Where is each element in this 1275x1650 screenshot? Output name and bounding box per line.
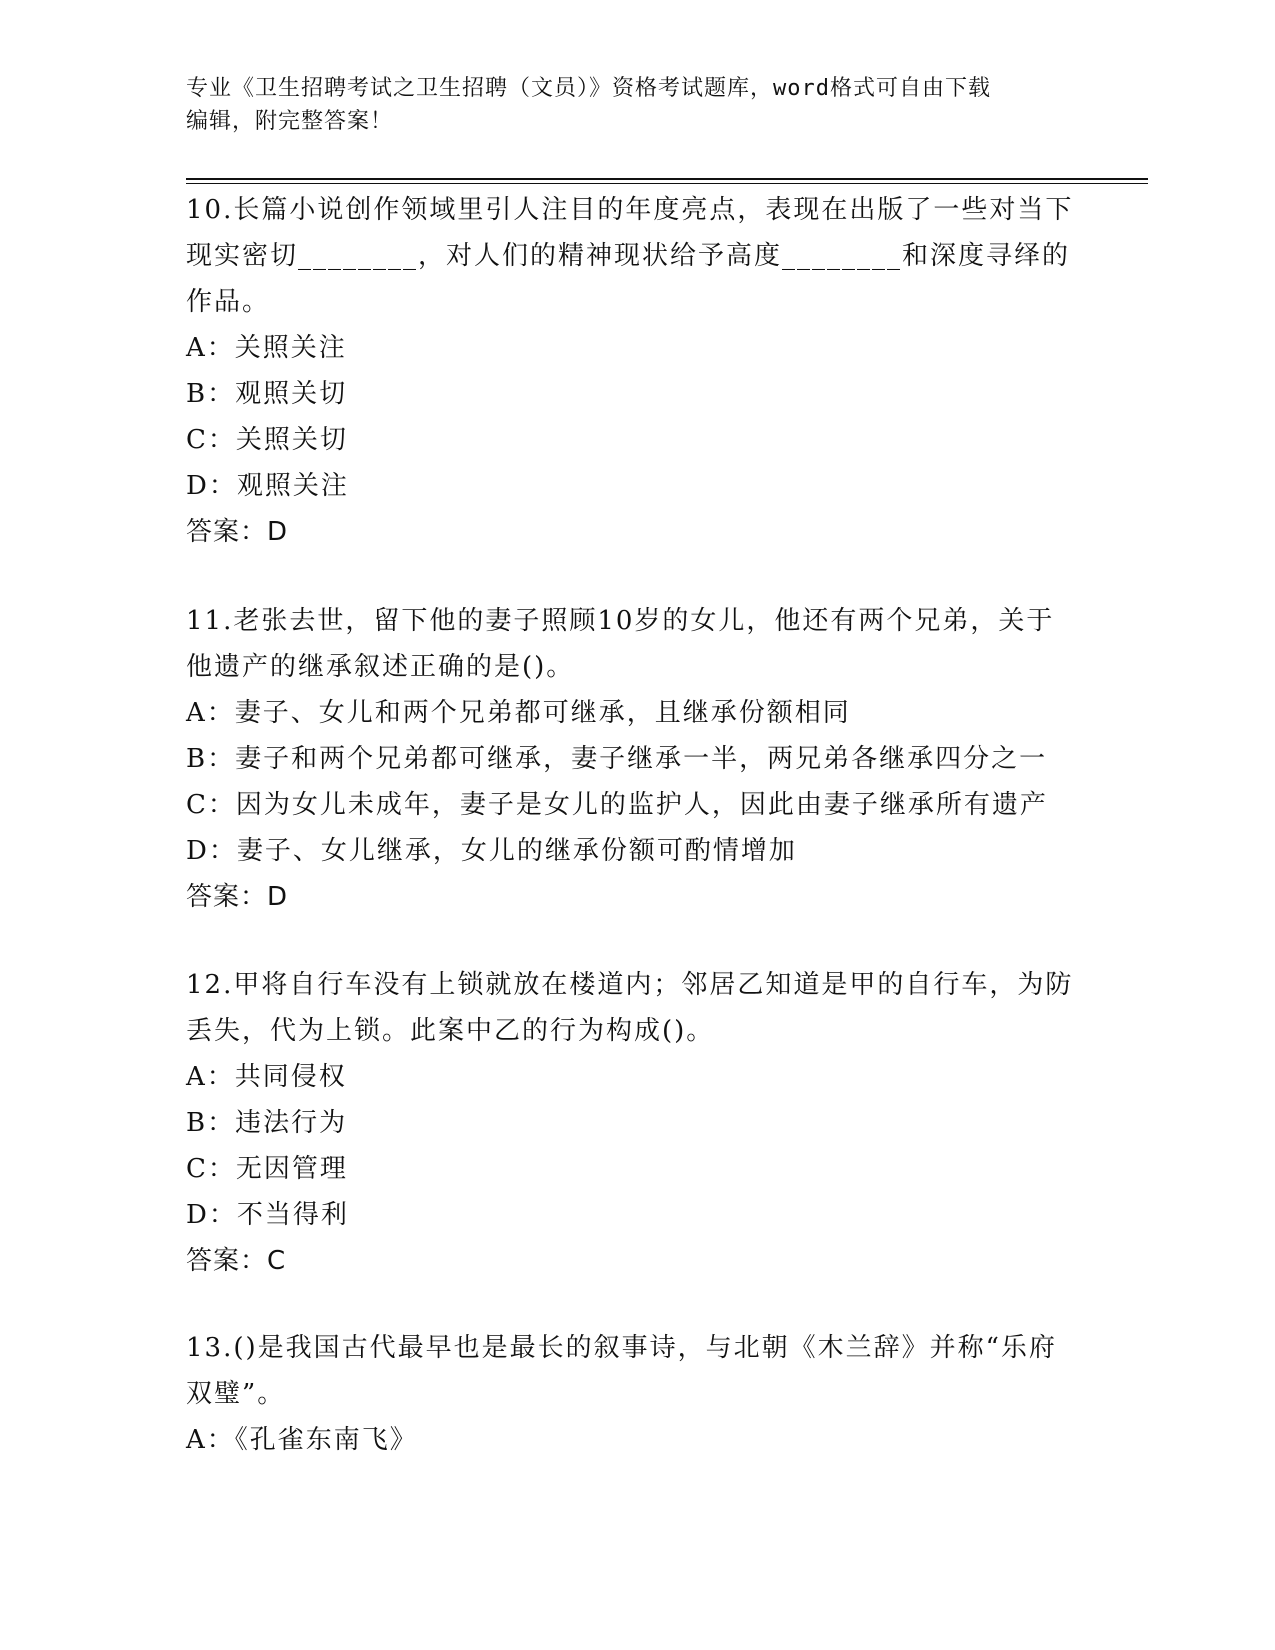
option-d: D：不当得利 xyxy=(186,1200,349,1230)
answer-line: 答案：C xyxy=(186,1246,287,1276)
question-stem: 13.()是我国古代最早也是最长的叙事诗，与北朝《木兰辞》并称“乐府双璧”。 xyxy=(186,1333,1057,1409)
question-12 xyxy=(186,962,1076,1284)
answer-line: 答案：D xyxy=(186,882,289,912)
option-b: B：妻子和两个兄弟都可继承，妻子继承一半，两兄弟各继承四分之一 xyxy=(186,744,1048,774)
option-c: C：因为女儿未成年，妻子是女儿的监护人，因此由妻子继承所有遗产 xyxy=(186,790,1048,820)
header-line-2: 编辑，附完整答案！ xyxy=(186,109,394,134)
question-11 xyxy=(186,598,1076,920)
option-d: D：观照关注 xyxy=(186,471,349,501)
document-header xyxy=(186,72,1066,138)
question-stem: 10.长篇小说创作领域里引人注目的年度亮点，表现在出版了一些对当下现实密切________，对人们的精神现状给予高度________和深度寻绎的作品。 xyxy=(186,195,1074,317)
option-c: C：关照关切 xyxy=(186,425,348,455)
header-divider-thin xyxy=(186,183,1148,184)
option-b: B：违法行为 xyxy=(186,1108,348,1138)
option-b: B：观照关切 xyxy=(186,379,348,409)
option-a: A：关照关注 xyxy=(186,333,347,363)
option-d: D：妻子、女儿继承，女儿的继承份额可酌情增加 xyxy=(186,836,797,866)
header-line-1: 专业《卫生招聘考试之卫生招聘（文员）》资格考试题库，word格式可自由下载 xyxy=(186,76,991,101)
option-a: A：《孔雀东南飞》 xyxy=(186,1425,418,1455)
question-13 xyxy=(186,1325,1076,1463)
option-a: A：妻子、女儿和两个兄弟都可继承，且继承份额相同 xyxy=(186,698,851,728)
answer-line: 答案：D xyxy=(186,517,289,547)
option-a: A：共同侵权 xyxy=(186,1062,347,1092)
question-stem: 11.老张去世，留下他的妻子照顾10岁的女儿，他还有两个兄弟，关于他遗产的继承叙述正确的是()。 xyxy=(186,606,1055,682)
header-divider-thick xyxy=(186,178,1148,180)
option-c: C：无因管理 xyxy=(186,1154,348,1184)
question-10 xyxy=(186,187,1076,555)
question-stem: 12.甲将自行车没有上锁就放在楼道内；邻居乙知道是甲的自行车，为防丢失，代为上锁。此案中乙的行为构成()。 xyxy=(186,970,1074,1046)
